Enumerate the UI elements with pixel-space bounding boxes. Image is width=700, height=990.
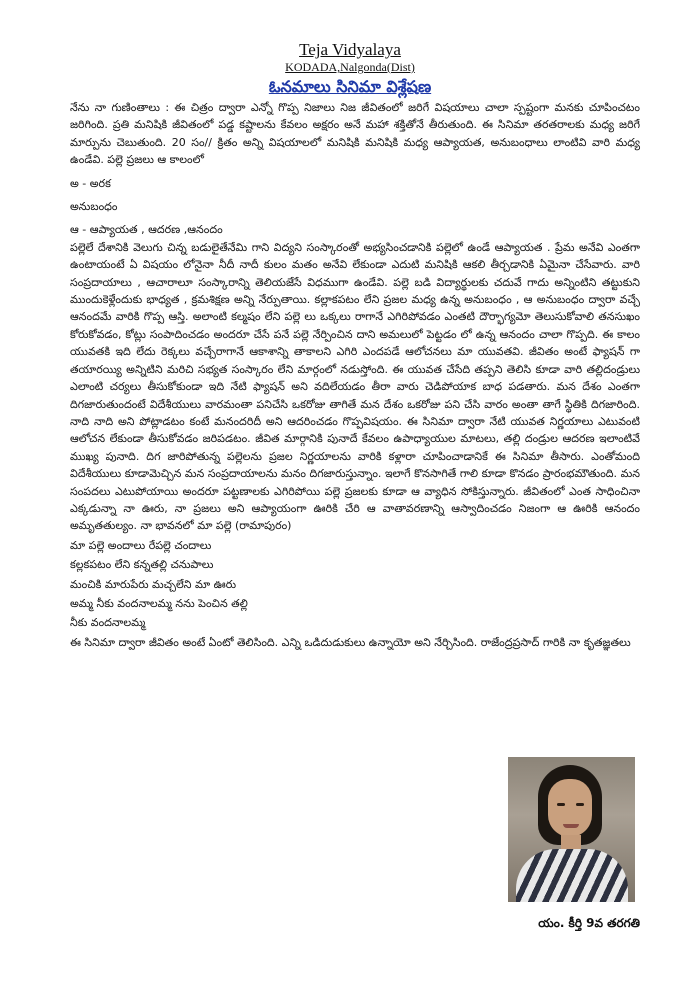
author-signature: యం. కీర్తి 9వ తరగతి: [538, 916, 640, 930]
school-district: KODADA,Nalgonda(Dist): [285, 60, 415, 74]
essay-title: ఓనమాలు సినిమా విశ్లేషణ: [268, 77, 432, 96]
intro-paragraph: నేను నా గుణింతాలు : ఈ చిత్రం ద్వారా ఎన్నో గొప్ప నిజాలు నిజ జీవితంలో జరిగే విషయాలు చాలా స్పష్టంగా మనకు చూపించటం జరిగింది. ప్రతి మనిషికి జీవితంలో పడ్డ కష్టాలను కేవలం అక్షరం అనే మహా శక్తితోనే తీరుతుంది. ఈ సినిమా తరతరాలకు మధ్య జరిగే మార్పును చెబుతుంది. 20 సం// క్రితం అన్ని విషయాలలో మనిషికి మనిషికి మధ్య ఆప్యాయత, అనుబంధాలు లాంటివి వారి మధ్య ఉండేవి. పల్లె ప్రజలు ఆ కాలంలో: [70, 101, 640, 167]
list-item: ఆ - ఆప్యాయత , ఆదరణ ,ఆనందం: [70, 223, 223, 237]
essay-body: [70, 99, 640, 651]
list-item: అనుబంధం: [70, 200, 118, 214]
closing-paragraph: ఈ సినిమా ద్వారా జీవితం అంటే ఏంటో తెలిసింది. ఎన్ని ఒడిదుడుకులు ఉన్నాయో అని నేర్చిసింది. రాజేంద్రప్రసాద్ గారికి నా కృతజ్ఞతలు: [70, 635, 631, 649]
list-item: అ - అరక: [70, 176, 111, 190]
poem-line: కల్లకపటం లేని కన్నతల్లి చనుపాలు: [70, 558, 214, 572]
poem-line: అమ్మ నీకు వందనాలమ్మ నను పెంచిన తల్లి: [70, 596, 248, 610]
poem-line: మంచికి మారుపేరు మచ్చలేని మా ఊరు: [70, 577, 237, 591]
school-name: Teja Vidyalaya: [299, 40, 401, 59]
poem-line: మా పల్లె అందాలు రేపల్లె చందాలు: [70, 538, 212, 552]
main-paragraph: పల్లెలే దేశానికి వెలుగు చిన్న బడులైతేనేమి గాని విద్యని సంస్కారంతో అభ్యసించడానికి పల్లెలో ఉండే ఆప్యాయత . ప్రేమ అనేవి ఎంతగా ఉంటాయంటే ఏ విషయం లోనైనా నీదీ నాదీ కులం మతం అనేవి లేకుండా ఎదుటి మనిషికి ఆకలి తీర్చడానికి ఏమైనా చేసేవారు. వారి సంప్రదాయాలు , ఆచారాలూ సంస్కారాన్ని తెలియజేసే విధముగా ఉండేవి. పల్లె బడి విద్యార్థులకు చదువే గాదు అన్నింటిని తట్టుకుని ముందుకెళ్లేందుకు భాధ్యత , క్రమశిక్షణ అన్ని నేర్పుతాయి. కల్లాకపటం లేని ప్రజల మధ్య ఉన్న అనుబంధం , ఆ అనుబంధం ద్వారా వచ్చే ఆనందమే వారికి గొప్ప ఆస్తి. అలాంటి కల్మషం లేని పల్లె లు ఒక్కలు రాగానే ఎగిరిపోవడం ఎంతటి దౌర్భాగ్యమో తెలుసుకోవాలి తనసుఖం కోరుకోవడం, కోట్లు సంపాదించడం అందరూ చేసే పనే పల్లె నేర్పించిన దాని అమలులో పెట్టడం లో ఉన్న ఆనందం చాలా గొప్పది. ఈ కాలం యువతకి ఇది లేదు రెక్కలు వచ్చేరాగానే ఆకాశాన్ని తాకాలని ఎగిరి ఎందపడే ఆలోచనలు మా యువతవి. జీవితం అంటే ఫ్యాషన్ గా తయారయ్యి అన్నిటిని మరిచి సభ్యత సంస్కారం లేని మార్గంలో నడుస్తోంది. ఈ యువత చేసేది తప్పని తెలిసి కూడా వారి తల్లిదండ్రులు ఎలాంటి చర్యలు తీసుకోకుండా ఇది నేటి ఫ్యాషన్ అని వదిలేయడం తీరా వారు చెడిపోయాక బాధ పడతారు. మన దేశం ఎంతగా దిగజారుతుందంటే విదేశీయులు వారమంతా పనిచేసి ఒకరోజు తాగితే మన దేశం ఒకరోజు పని చేసి వారం అంతా తాగే స్థితికి దిగజారింది. నాది నాది అని పోట్లాడటం కంటే మనందరిదీ అని ఆదరించడం గొప్పవిషయం. ఈ సినిమా ద్వారా నేటి యువత నిర్ణయాలు ఎటువంటి ఆలోచన లేకుండా తీసుకోవడం జరిపడటం. జీవిత మార్గానికి పునాదే కేవలం ఉపాధ్యాయుల మాటలు, తల్లి దండ్రుల ఆదరణ ఇలాంటివే ముఖ్య పునాది. దిగ జారిపోతున్న పల్లెలను ప్రజల నిర్ణయాలను వారికి కళ్లారా చూపించాడానికే ఈ సినిమా తీసారు. ఎంతోమంది విదేశీయులు కూడామెచ్చిన మన సంప్రదాయాలను మనం దిగజారుస్తున్నాం. ఇలాగే కొనసాగితే గాలి కూడా కొనడం ప్రారంభమౌతుంది. మన సంపదలు ఎటుపోయాయి అందరూ పట్టణాలకు ఎగిరిపోయి పల్లె ప్రజలకు కూడా ఆ వ్యాధిన సోకిస్తున్నారు. జీవితంలో ఎంత సాధించినా ఎక్కడున్నా నా ఊరు, నా ప్రజలు అని ఆప్యాయంగా ఊరికి చేరి ఆ వాతావరణాన్ని ఆస్వాదించడం నిజంగా ఆ ఊరికి ఆనందం అమృతతుల్యం. నా భావనలో మా పల్లె (రామాపురం): [70, 240, 640, 533]
header: [0, 40, 700, 98]
student-photo: [508, 757, 635, 902]
poem-line: నీకు వందనాలమ్మ: [70, 616, 146, 630]
